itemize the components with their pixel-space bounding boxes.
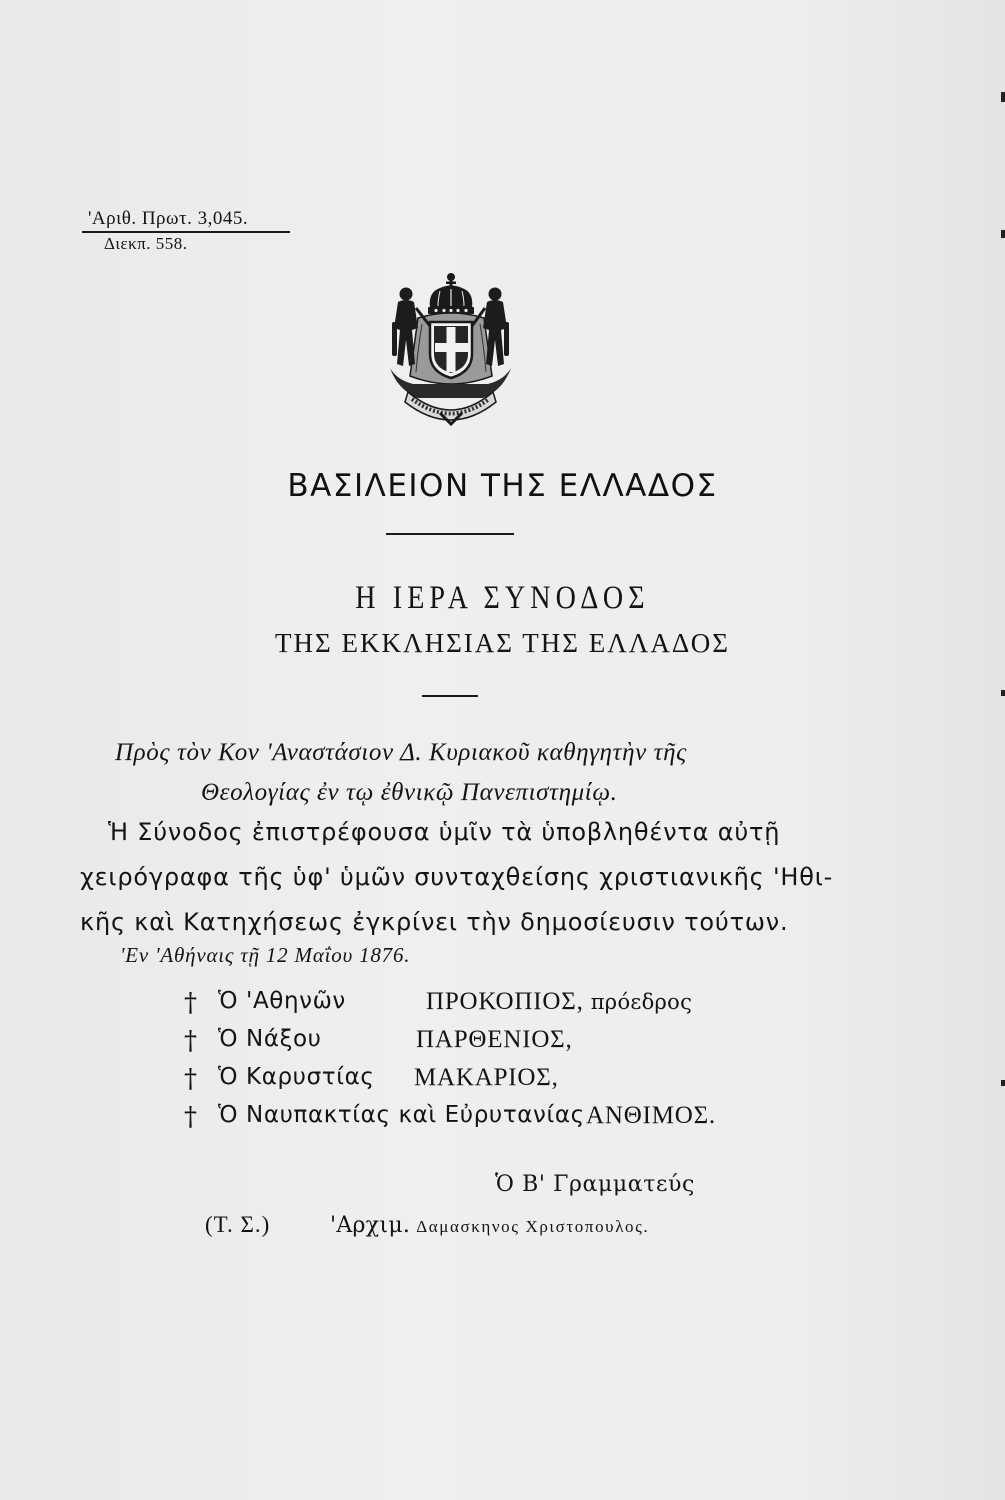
signatory-title: πρόεδρος <box>590 990 693 1014</box>
addressee-line: Θεολογίας ἐν τῳ ἐθνικῷ Πανεπιστημίῳ. <box>201 779 618 806</box>
scan-edge-mark <box>1001 230 1005 238</box>
coat-of-arms-icon <box>378 268 523 433</box>
signatory-row <box>184 1022 824 1060</box>
synod-heading: Η ΙΕΡΑ ΣΥΝΟΔΟΣ <box>355 580 650 616</box>
signatory-name-text: ΠΡΟΚΟΠΙΟΣ, <box>426 988 584 1015</box>
signatory-row <box>184 984 824 1022</box>
scan-edge-mark <box>1001 92 1005 102</box>
reference-numbers <box>82 208 290 255</box>
secretary-signature <box>330 1212 649 1238</box>
cross-icon: † <box>184 1026 197 1056</box>
signatory-name: ΠΑΡΘΕΝΙΟΣ, <box>416 1026 573 1053</box>
dispatch-number: Διεκπ. 558. <box>104 234 188 253</box>
church-heading: ΤΗΣ ΕΚΚΛΗΣΙΑΣ ΤΗΣ ΕΛΛΑΔΟΣ <box>275 628 730 658</box>
seal-mark: (Τ. Σ.) <box>205 1212 271 1237</box>
divider <box>422 695 478 697</box>
cross-icon: † <box>184 1064 197 1094</box>
kingdom-heading: ΒΑΣΙΛΕΙΟΝ ΤΗΣ ΕΛΛΑΔΟΣ <box>287 468 718 504</box>
body-line: κῆς καὶ Κατηχήσεως ἐγκρίνει τὴν δημοσίευσιν τούτων. <box>80 908 789 936</box>
scan-edge-mark <box>1001 1080 1005 1086</box>
signatory-name: ΜΑΚΑΡΙΟΣ, <box>414 1064 559 1091</box>
secretary-title: Ὁ Β' Γραμματεύς <box>495 1172 695 1197</box>
dateline: 'Εν 'Αθήναις τῇ 12 Μαΐου 1876. <box>120 943 411 967</box>
signatory-row <box>184 1060 824 1098</box>
signatory-see: Ὁ 'Αθηνῶν <box>218 988 346 1014</box>
signatory-see: Ὁ Νάξου <box>218 1026 322 1052</box>
addressee-line: Πρὸς τὸν Κον 'Αναστάσιον Δ. Κυριακοῦ καθηγητὴν τῆς <box>115 739 687 766</box>
secretary-name: Δαμασκηνος Χριστοπουλος. <box>416 1217 650 1236</box>
signatory-see: Ὁ Ναυπακτίας καὶ Εὐρυτανίας <box>218 1102 585 1128</box>
signatory-name: ΑΝΘΙΜΟΣ. <box>586 1102 716 1129</box>
signatories <box>184 984 824 1136</box>
secretary-rank: 'Αρχιμ. <box>330 1213 411 1238</box>
cross-icon: † <box>184 988 197 1018</box>
addressee <box>115 733 835 813</box>
scan-edge-mark <box>1001 690 1005 696</box>
cross-icon: † <box>184 1102 197 1132</box>
divider <box>386 533 514 535</box>
signatory-see: Ὁ Καρυστίας <box>218 1064 375 1090</box>
signatory-name <box>426 988 692 1016</box>
protocol-number: 'Αριθ. Πρωτ. 3,045. <box>82 208 290 233</box>
body-line: Ἡ Σύνοδος ἐπιστρέφουσα ὑμῖν τὰ ὑποβληθέντα αὐτῇ <box>108 818 781 846</box>
letter-body <box>80 810 840 945</box>
body-line: χειρόγραφα τῆς ὑφ' ὑμῶν συνταχθείσης χριστιανικῆς 'Ηθι- <box>80 863 834 891</box>
signatory-row <box>184 1098 824 1136</box>
